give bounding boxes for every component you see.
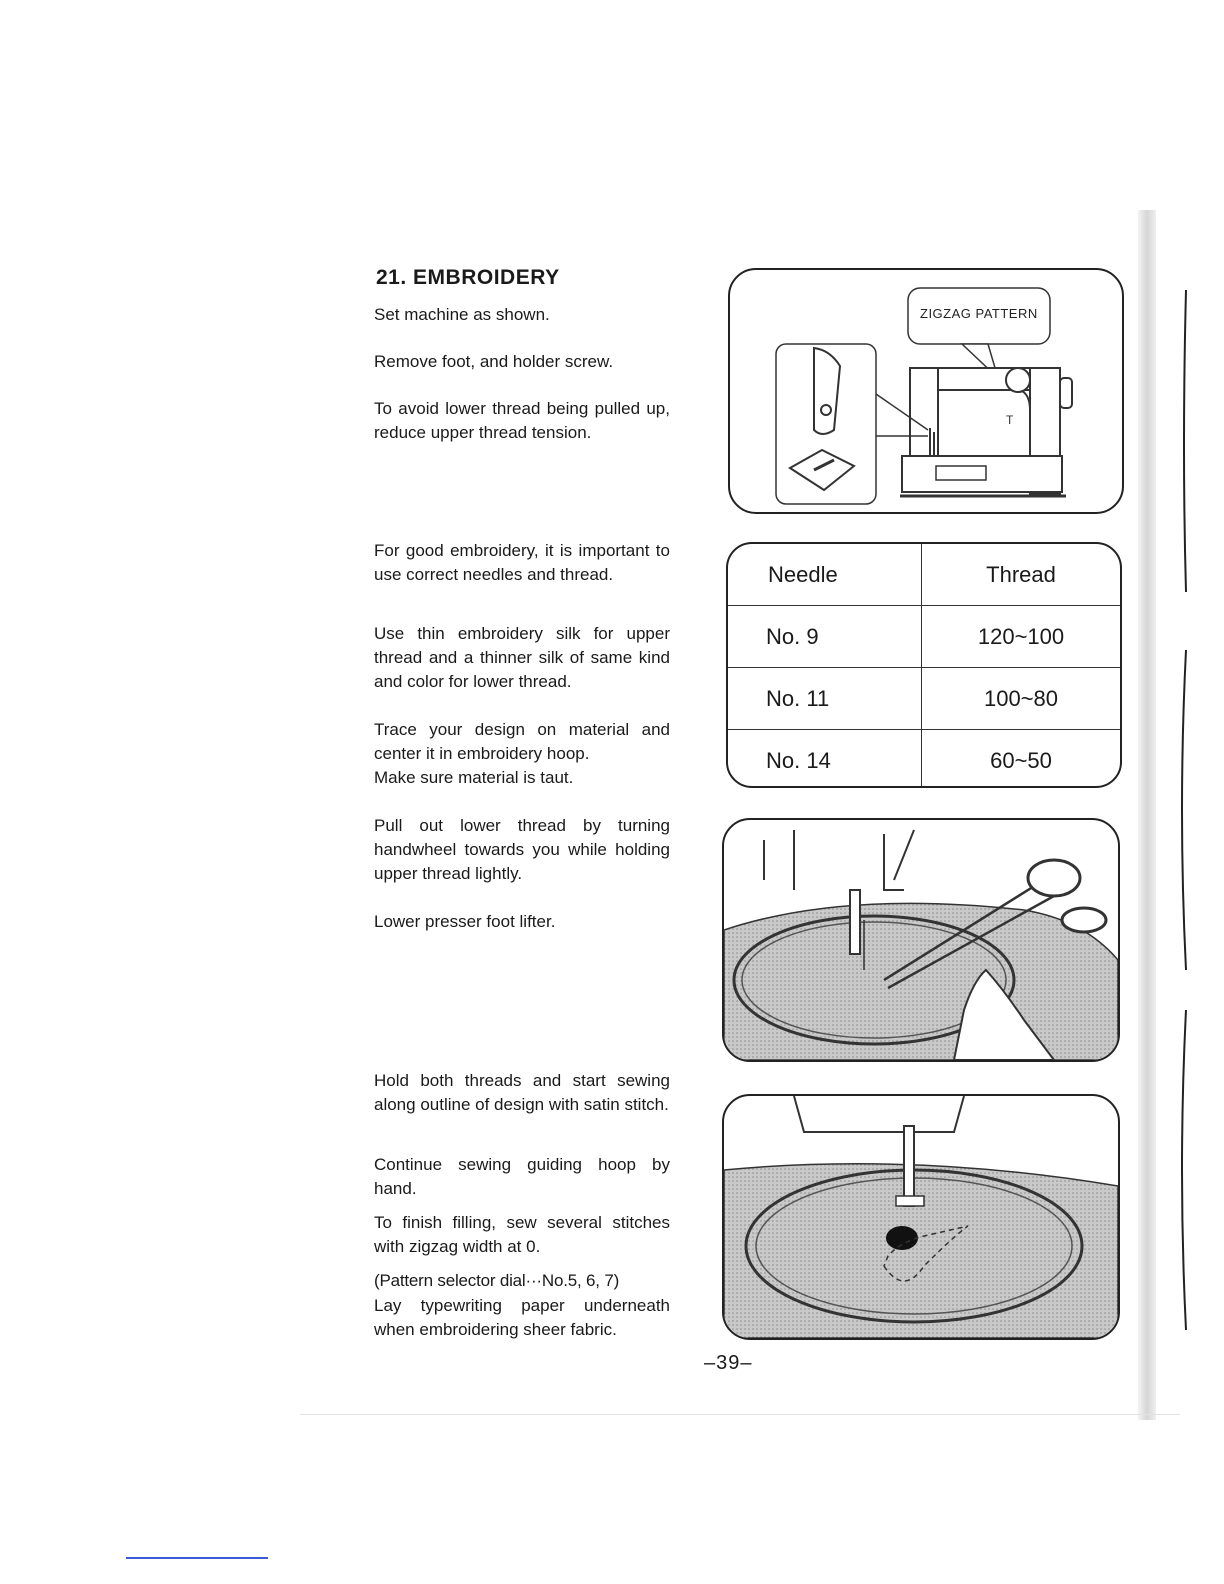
table-row bbox=[728, 730, 1120, 789]
instruction-set-machine: Set machine as shown. bbox=[374, 305, 550, 324]
section-title: 21. EMBROIDERY bbox=[376, 266, 560, 289]
instruction-pull-lower-thread: Pull out lower thread by turning handwheel towards you while holding upper thread lightly. bbox=[374, 816, 670, 883]
instruction-start-sewing: Hold both threads and start sewing along outline of design with satin stitch. bbox=[374, 1071, 670, 1114]
table-row bbox=[728, 606, 1120, 668]
instruction-trace-design: Trace your design on material and center it in embroidery hoop. bbox=[374, 720, 670, 763]
instruction-remove-foot: Remove foot, and holder screw. bbox=[374, 352, 614, 371]
instruction-good-embroidery: For good embroidery, it is important to use correct needles and thread. bbox=[374, 541, 670, 584]
needle-thread-table bbox=[726, 542, 1122, 788]
hoop-scissors-illustration bbox=[724, 820, 1118, 1060]
header-needle: Needle bbox=[728, 544, 922, 606]
needle-cell: No. 11 bbox=[728, 668, 922, 730]
instruction-material-taut: Make sure material is taut. bbox=[374, 768, 574, 787]
table-row bbox=[728, 668, 1120, 730]
thread-cell: 100~80 bbox=[922, 668, 1121, 730]
needle-cell: No. 9 bbox=[728, 606, 922, 668]
instruction-reduce-tension: To avoid lower thread being pulled up, reduce upper thread tension. bbox=[374, 399, 670, 442]
callout-zigzag-pattern: ZIGZAG PATTERN bbox=[920, 306, 1038, 321]
svg-text:T: T bbox=[1006, 413, 1014, 427]
needle-cell: No. 14 bbox=[728, 730, 922, 789]
scan-edge-strip bbox=[1138, 210, 1156, 1420]
binding-edge-curves bbox=[1170, 280, 1200, 1340]
instruction-thread-choice: Use thin embroidery silk for upper thread and a thinner silk of same kind and color for lower thread. bbox=[374, 624, 670, 691]
header-thread: Thread bbox=[922, 544, 1121, 606]
figure-satin-stitch bbox=[722, 1094, 1120, 1340]
blue-underline bbox=[126, 1557, 268, 1559]
table-header-row bbox=[728, 544, 1120, 606]
figure-pull-lower-thread bbox=[722, 818, 1120, 1062]
instruction-pattern-dial: (Pattern selector dial···No.5, 6, 7) bbox=[374, 1271, 620, 1290]
instruction-guide-hoop: Continue sewing guiding hoop by hand. bbox=[374, 1155, 670, 1198]
thread-cell: 120~100 bbox=[922, 606, 1121, 668]
instruction-sheer-fabric: Lay typewriting paper underneath when embroidering sheer fabric. bbox=[374, 1296, 670, 1339]
scan-divider-line bbox=[300, 1414, 1180, 1415]
page-number: –39– bbox=[704, 1352, 753, 1374]
thread-cell: 60~50 bbox=[990, 747, 1052, 773]
figure-machine-setup bbox=[728, 268, 1124, 514]
hoop-sewing-illustration bbox=[724, 1096, 1118, 1338]
instruction-lower-presser-foot: Lower presser foot lifter. bbox=[374, 912, 556, 931]
instruction-finish-filling: To finish filling, sew several stitches with zigzag width at 0. bbox=[374, 1213, 670, 1256]
